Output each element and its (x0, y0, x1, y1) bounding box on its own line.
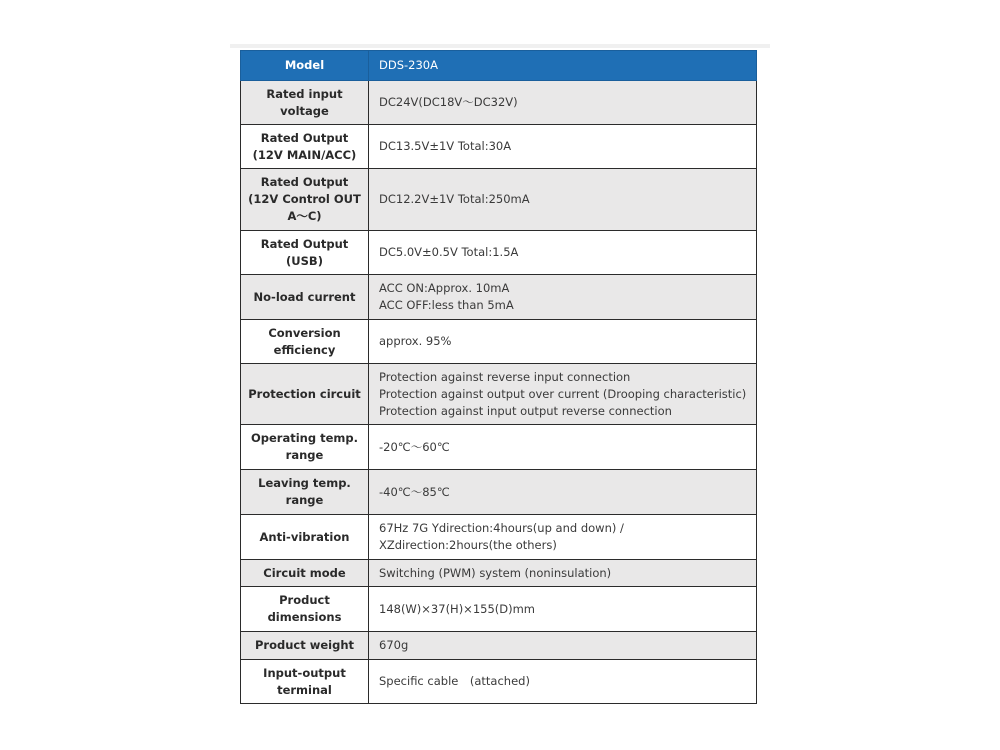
row-label: Product weight (241, 632, 369, 660)
row-label: Product dimensions (241, 587, 369, 632)
row-value: -40℃～85℃ (369, 470, 757, 515)
row-value: ACC ON:Approx. 10mA ACC OFF:less than 5mA (369, 275, 757, 320)
row-value: DC12.2V±1V Total:250mA (369, 169, 757, 231)
table-row (241, 587, 757, 632)
table-row (241, 660, 757, 704)
row-value: 148(W)×37(H)×155(D)mm (369, 587, 757, 632)
row-label: Anti-vibration (241, 515, 369, 560)
row-label: Rated Output (12V MAIN/ACC) (241, 125, 369, 169)
table-row (241, 81, 757, 125)
row-value: -20℃～60℃ (369, 425, 757, 470)
row-label: Circuit mode (241, 560, 369, 587)
row-label: Leaving temp. range (241, 470, 369, 515)
table-row (241, 364, 757, 425)
row-value: 67Hz 7G Ydirection:4hours(up and down) / XZdirection:2hours(the others) (369, 515, 757, 560)
row-label: Operating temp. range (241, 425, 369, 470)
table-row (241, 275, 757, 320)
row-label: Rated Output (12V Control OUT A～C) (241, 169, 369, 231)
table-row (241, 515, 757, 560)
table-row (241, 470, 757, 515)
table-row (241, 560, 757, 587)
row-label: Input-output terminal (241, 660, 369, 704)
row-value: approx. 95% (369, 320, 757, 364)
table-row (241, 320, 757, 364)
row-label: Rated Output (USB) (241, 231, 369, 275)
header-label: Model (241, 51, 369, 81)
row-value: DC13.5V±1V Total:30A (369, 125, 757, 169)
header-value: DDS-230A (369, 51, 757, 81)
top-divider (230, 44, 770, 48)
row-value: Specific cable (attached) (369, 660, 757, 704)
row-value: DC5.0V±0.5V Total:1.5A (369, 231, 757, 275)
row-label: No-load current (241, 275, 369, 320)
table-header-row (241, 51, 757, 81)
row-value: Switching (PWM) system (noninsulation) (369, 560, 757, 587)
row-label: Conversion efficiency (241, 320, 369, 364)
row-label: Protection circuit (241, 364, 369, 425)
table-row (241, 125, 757, 169)
row-label: Rated input voltage (241, 81, 369, 125)
table-row (241, 425, 757, 470)
spec-table (240, 50, 757, 704)
table-row (241, 231, 757, 275)
row-value: 670g (369, 632, 757, 660)
row-value: Protection against reverse input connection Protection against output over current (Drooping characteristic) Protection against input output reverse connection (369, 364, 757, 425)
table-row (241, 169, 757, 231)
row-value: DC24V(DC18V～DC32V) (369, 81, 757, 125)
table-row (241, 632, 757, 660)
